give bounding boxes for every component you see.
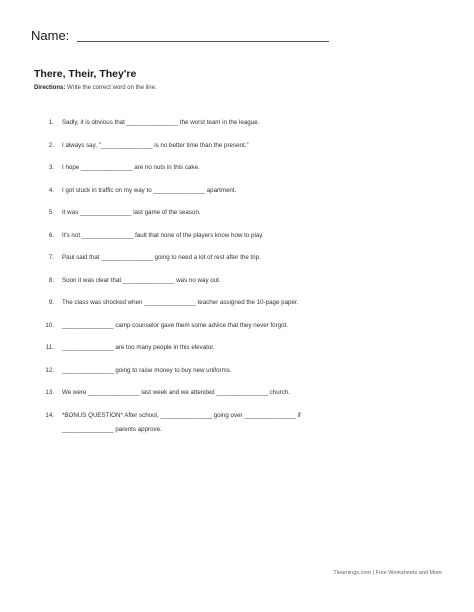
question-number: 13.: [45, 389, 54, 396]
question-list: [34, 119, 444, 452]
question-number: 1.: [48, 119, 54, 126]
question-text: *BONUS QUESTION* After school, _______________ going over _______________ if: [62, 411, 301, 419]
worksheet-title: There, Their, They're: [34, 68, 137, 80]
question-item: [34, 119, 444, 142]
question-text: We were _______________ last week and we attended _______________ church.: [62, 389, 290, 396]
question-item: [34, 412, 444, 452]
question-item: [34, 389, 444, 412]
question-text: I hope _______________ are no nuts in this cake.: [62, 164, 200, 171]
question-text: _______________ are too many people in this elevator.: [62, 344, 215, 351]
question-item: [34, 164, 444, 187]
name-label: Name:: [31, 28, 73, 43]
question-item: [34, 367, 444, 390]
question-item: [34, 254, 444, 277]
directions: [34, 85, 157, 91]
question-text: Soon it was clear that _______________ was no way out.: [62, 276, 221, 284]
question-item: [34, 322, 444, 345]
question-text: Paul said that _______________ going to need a lot of rest after the trip.: [62, 254, 261, 261]
name-blank-line: [77, 41, 329, 42]
question-text: The class was shocked when _______________ teacher assigned the 10-page paper.: [62, 299, 299, 306]
name-field: [31, 28, 329, 43]
question-text: It's not _______________ fault that none of the players know how to play.: [62, 231, 264, 239]
question-number: 10.: [45, 321, 54, 329]
question-number: 4.: [48, 186, 54, 194]
question-number: 2.: [48, 141, 54, 149]
directions-label: Directions:: [34, 85, 66, 91]
question-number: 3.: [48, 164, 54, 171]
question-item: [34, 344, 444, 367]
question-text: It was _______________ last game of the season.: [62, 209, 201, 216]
question-item: [34, 209, 444, 232]
question-text: I always say, "_______________ is no better time than the present.": [62, 141, 249, 149]
question-number: 6.: [48, 231, 54, 239]
question-text: _______________ going to raise money to buy new uniforms.: [62, 366, 232, 374]
question-item: [34, 232, 444, 255]
question-text-continued: _______________ parents approve.: [62, 425, 162, 433]
question-item: [34, 142, 444, 165]
question-number: 14.: [45, 411, 54, 419]
question-number: 11.: [45, 344, 54, 351]
question-number: 7.: [48, 254, 54, 261]
question-number: 12.: [45, 366, 54, 374]
directions-text: Write the correct word on the line.: [65, 85, 157, 91]
question-number: 5.: [48, 209, 54, 216]
question-number: 8.: [48, 276, 54, 284]
question-text: Sadly, it is obvious that _______________ the worst team in the league.: [62, 119, 260, 126]
question-item: [34, 187, 444, 210]
question-text: I got stuck in traffic on my way to _______________ apartment.: [62, 186, 237, 194]
question-number: 9.: [48, 299, 54, 306]
question-text: _______________ camp counselor gave them some advice that they never forgot.: [62, 321, 288, 329]
question-item: [34, 299, 444, 322]
footer-credit: Tlearnings.com | Free Worksheets and More: [333, 570, 442, 576]
question-item: [34, 277, 444, 300]
